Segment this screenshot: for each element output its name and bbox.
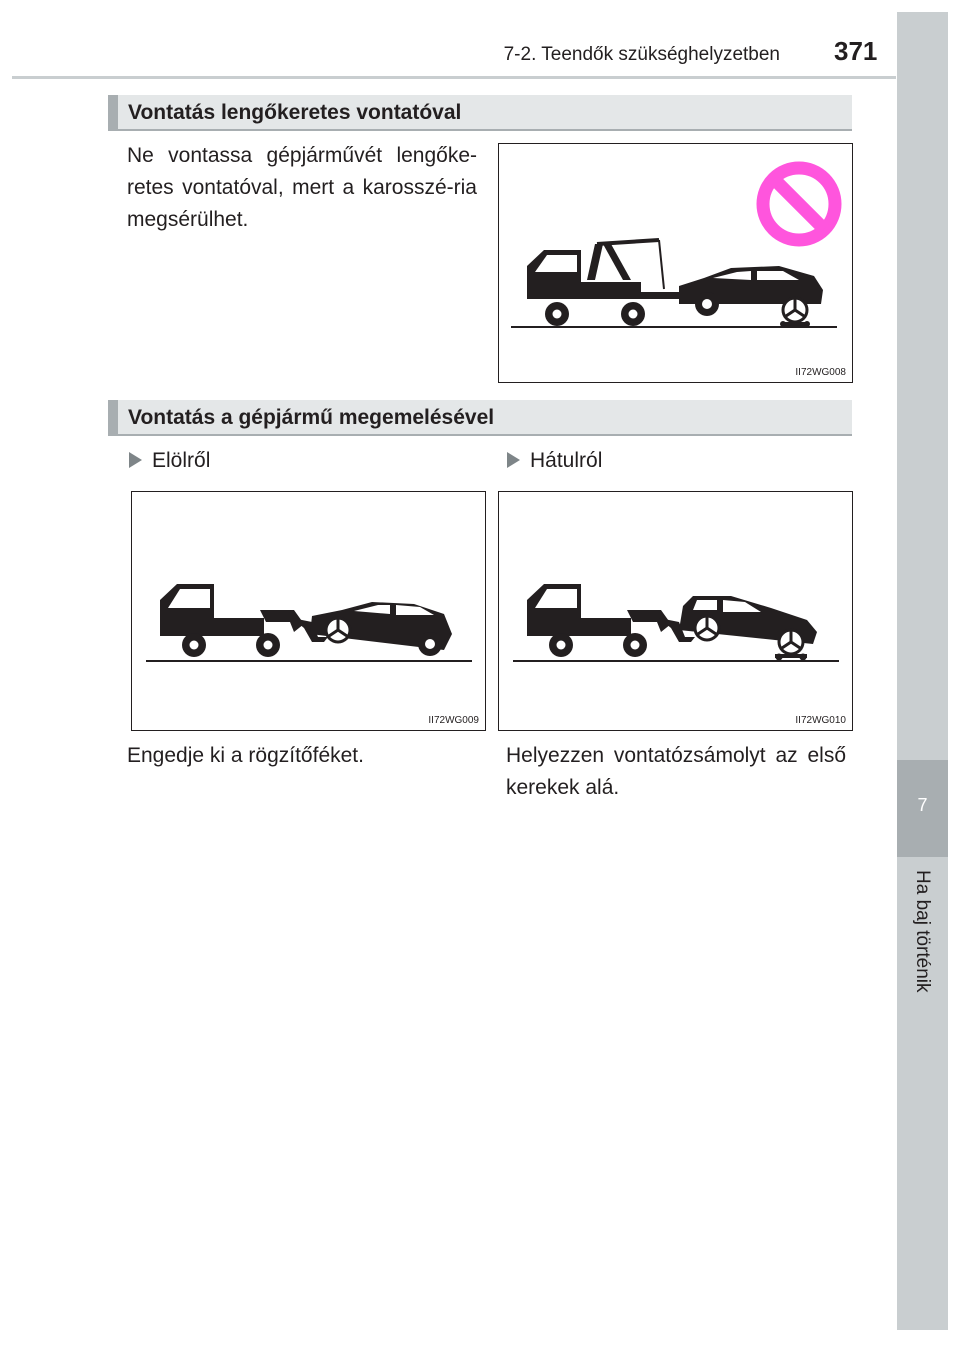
figure-code: II72WG008 — [795, 367, 846, 378]
figure-tow-rear — [498, 491, 853, 731]
tow-truck-icon — [527, 240, 679, 326]
header-divider — [12, 76, 896, 79]
header-section-title: 7-2. Teendők szükséghelyzetben — [503, 44, 780, 65]
front-tow-illustration — [132, 492, 487, 732]
section-heading-text: Vontatás lengőkeretes vontatóval — [128, 101, 462, 124]
wheel-lift-illustration — [499, 144, 854, 384]
caption-rear: Helyezzen vontatózsámolyt az első kerekek alá. — [506, 744, 846, 799]
page-number: 371 — [834, 36, 878, 66]
prohibition-icon — [763, 168, 835, 240]
bullet-triangle-icon — [507, 452, 520, 468]
section-body-text: Ne vontassa gépjárművét lengőke-retes vontatóval, mert a karosszé-ria megsérülhet. — [127, 144, 477, 231]
figure-code: II72WG010 — [795, 715, 846, 726]
chapter-number: 7 — [917, 795, 928, 815]
car-icon — [310, 602, 452, 656]
rear-tow-illustration — [499, 492, 854, 732]
caption-front: Engedje ki a rögzítőféket. — [127, 744, 364, 767]
section-heading-lift-tow — [108, 400, 852, 436]
figure-code: II72WG009 — [428, 715, 479, 726]
section-heading-wheel-lift — [108, 95, 852, 131]
option-front-label: Elölről — [129, 449, 210, 473]
chapter-title: Ha baj történik — [912, 870, 933, 993]
car-icon — [679, 266, 823, 327]
bullet-triangle-icon — [129, 452, 142, 468]
option-rear-label: Hátulról — [507, 449, 602, 473]
section-heading-text: Vontatás a gépjármű megemelésével — [128, 406, 495, 429]
figure-wheel-lift-prohibited — [498, 143, 853, 383]
car-icon — [679, 596, 817, 661]
figure-tow-front — [131, 491, 486, 731]
chapter-side-tab — [897, 12, 948, 1330]
